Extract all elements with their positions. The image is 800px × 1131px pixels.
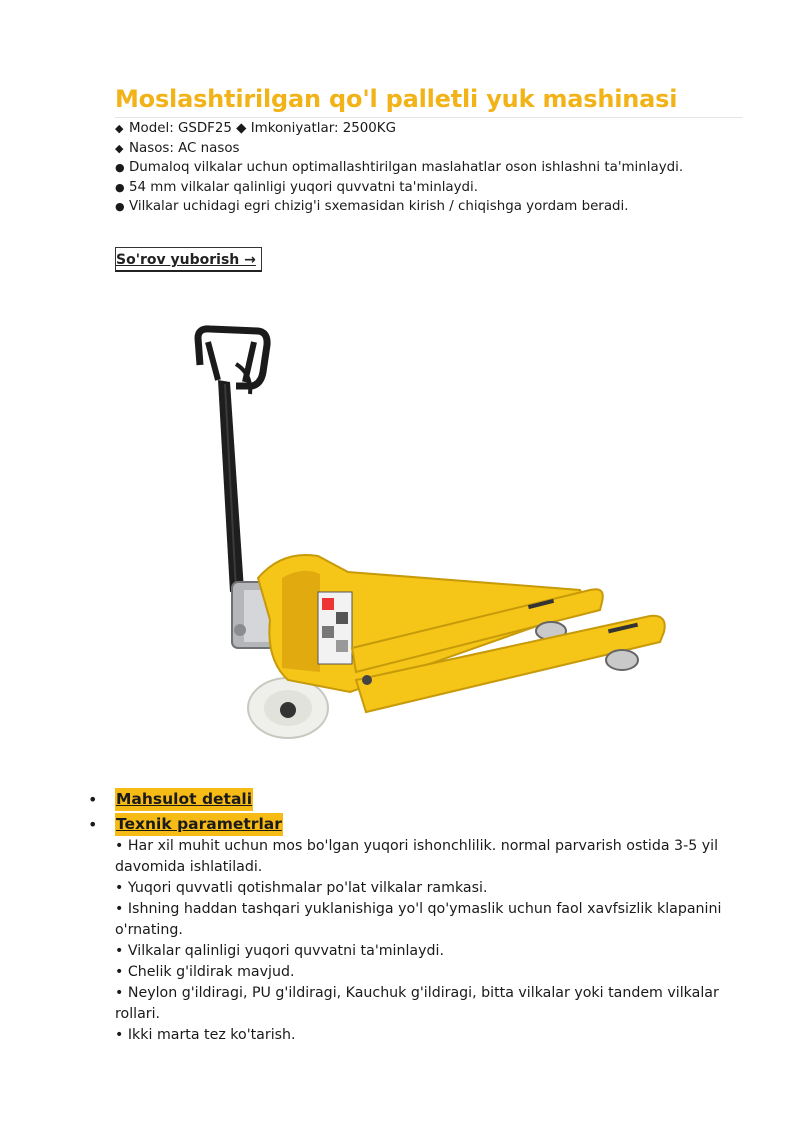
spec-list [115, 836, 735, 1046]
circle-icon: ● [115, 200, 125, 214]
feature-text: Model: GSDF25 ◆ Imkoniyatlar: 2500KG [129, 121, 396, 136]
feature-item [115, 197, 683, 217]
feature-item [115, 119, 683, 139]
bullet-marker: • [88, 815, 98, 834]
tab-link-product-detail[interactable]: Mahsulot detali [115, 788, 253, 811]
feature-item [115, 178, 683, 198]
page-title: Moslashtirilgan qo'l palletli yuk mashinasi [115, 85, 678, 113]
feature-text: Nasos: AC nasos [129, 140, 240, 156]
circle-icon: ● [115, 180, 125, 194]
feature-text: Vilkalar uchidagi egri chizig'i sxemasidan kirish / chiqishga yordam beradi. [129, 199, 629, 215]
spec-item: • Neylon g'ildiragi, PU g'ildiragi, Kauchuk g'ildiragi, bitta vilkalar yoki tandem vilkalar rollari. [115, 985, 719, 1022]
spec-item: • Vilkalar qalinligi yuqori quvvatni ta'minlaydi. [115, 943, 444, 959]
send-inquiry-button[interactable]: So'rov yuborish → [115, 247, 262, 272]
feature-text: 54 mm vilkalar qalinligi yuqori quvvatni ta'minlaydi. [129, 179, 479, 195]
spec-item: • Ishning haddan tashqari yuklanishiga yo'l qo'ymaslik uchun faol xavfsizlik klapanini o'rnating. [115, 901, 722, 938]
bullet-marker: • [88, 790, 98, 809]
spec-item: • Har xil muhit uchun mos bo'lgan yuqori ishonchlilik. normal parvarish ostida 3-5 yil davomida ishlatiladi. [115, 838, 719, 875]
diamond-icon: ◆ [115, 141, 124, 155]
spec-item: • Ikki marta tez ko'tarish. [115, 1027, 296, 1043]
feature-item [115, 139, 683, 159]
feature-text: Dumaloq vilkalar uchun optimallashtirilgan maslahatlar oson ishlashni ta'minlaydi. [129, 160, 684, 176]
diamond-icon: ◆ [115, 122, 124, 135]
pallet-truck-image [170, 320, 690, 760]
spec-item: • Chelik g'ildirak mavjud. [115, 964, 295, 980]
feature-list [115, 119, 683, 217]
tab-link-technical-parameters[interactable]: Texnik parametrlar [115, 813, 283, 836]
spec-item: • Yuqori quvvatli qotishmalar po'lat vilkalar ramkasi. [115, 880, 488, 896]
feature-item [115, 158, 683, 178]
title-divider [115, 117, 743, 118]
circle-icon: ● [115, 161, 125, 175]
